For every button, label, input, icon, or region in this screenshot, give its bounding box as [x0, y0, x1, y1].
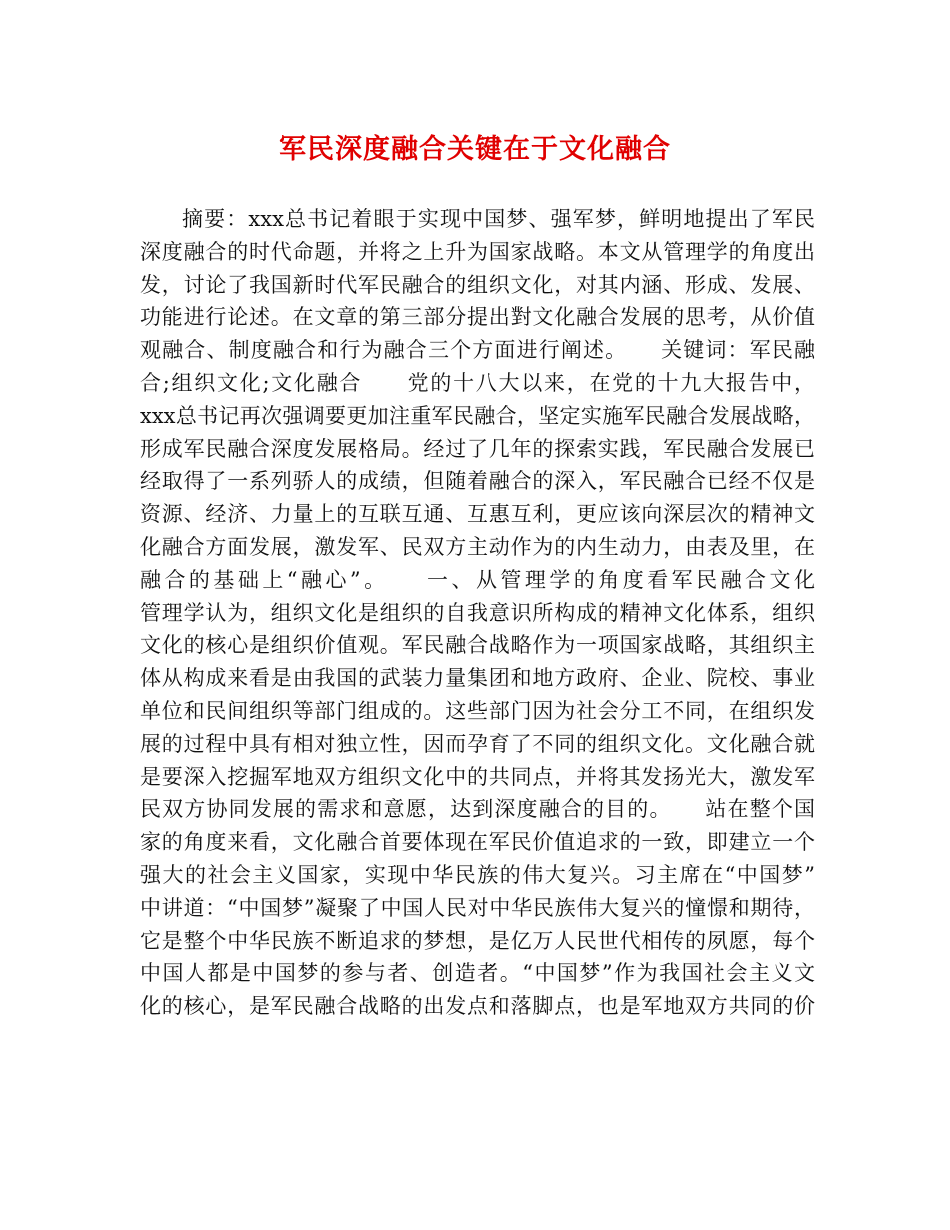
body-line: 单位和民间组织等部门组成的。这些部门因为社会分工不同，在组织发: [140, 698, 815, 723]
body-line: 文化的核心是组织价值观。军民融合战略作为一项国家战略，其组织主: [140, 633, 815, 658]
body-line: 化的核心，是军民融合战略的出发点和落脚点，也是军地双方共同的价: [140, 994, 815, 1019]
body-line: 展的过程中具有相对独立性，因而孕育了不同的组织文化。文化融合就: [140, 731, 815, 756]
body-line: 是要深入挖掘军地双方组织文化中的共同点，并将其发扬光大，激发军: [140, 764, 815, 789]
body-line: 管理学认为，组织文化是组织的自我意识所构成的精神文化体系，组织: [140, 600, 815, 625]
body-line: 功能进行论述。在文章的第三部分提出對文化融合发展的思考，从价值: [140, 305, 815, 330]
body-line: 资源、经济、力量上的互联互通、互惠互利，更应该向深层次的精神文: [140, 502, 815, 527]
body-line: 中国人都是中国梦的参与者、创造者。“中国梦”作为我国社会主义文: [140, 961, 815, 986]
body-line: xxx总书记再次强调要更加注重军民融合，坚定实施军民融合发展战略，: [140, 403, 815, 428]
document-title: 军民深度融合关键在于文化融合: [279, 134, 671, 165]
body-line: 体从构成来看是由我国的武装力量集团和地方政府、企业、院校、事业: [140, 666, 815, 691]
document-body: [140, 203, 815, 1023]
body-line: 发，讨论了我国新时代军民融合的组织文化，对其内涵、形成、发展、: [140, 272, 815, 297]
body-line: 摘要：xxx总书记着眼于实现中国梦、强军梦，鲜明地提出了军民: [182, 207, 815, 231]
body-line: 经取得了一系列骄人的成绩，但随着融合的深入，军民融合已经不仅是: [140, 469, 815, 494]
body-line: 化融合方面发展，激发军、民双方主动作为的内生动力，由表及里，在: [140, 534, 815, 559]
body-line: 深度融合的时代命题，并将之上升为国家战略。本文从管理学的角度出: [140, 239, 815, 264]
body-line: 观融合、制度融合和行为融合三个方面进行阐述。 关键词：军民融: [140, 338, 815, 363]
body-line: 民双方协同发展的需求和意愿，达到深度融合的目的。 站在整个国: [140, 797, 815, 822]
body-line: 家的角度来看，文化融合首要体现在军民价值追求的一致，即建立一个: [140, 830, 815, 855]
body-line: 形成军民融合深度发展格局。经过了几年的探索实践，军民融合发展已: [140, 436, 815, 461]
body-line: 中讲道：“中国梦”凝聚了中国人民对中华民族伟大复兴的憧憬和期待，: [140, 895, 815, 920]
body-line: 它是整个中华民族不断追求的梦想，是亿万人民世代相传的夙愿，每个: [140, 928, 815, 953]
body-line: 强大的社会主义国家，实现中华民族的伟大复兴。习主席在“中国梦”: [140, 862, 815, 887]
body-line: 融合的基础上“融心”。 一、从管理学的角度看军民融合文化: [140, 567, 815, 592]
body-line: 合;组织文化;文化融合 党的十八大以来，在党的十九大报告中，: [140, 370, 815, 395]
